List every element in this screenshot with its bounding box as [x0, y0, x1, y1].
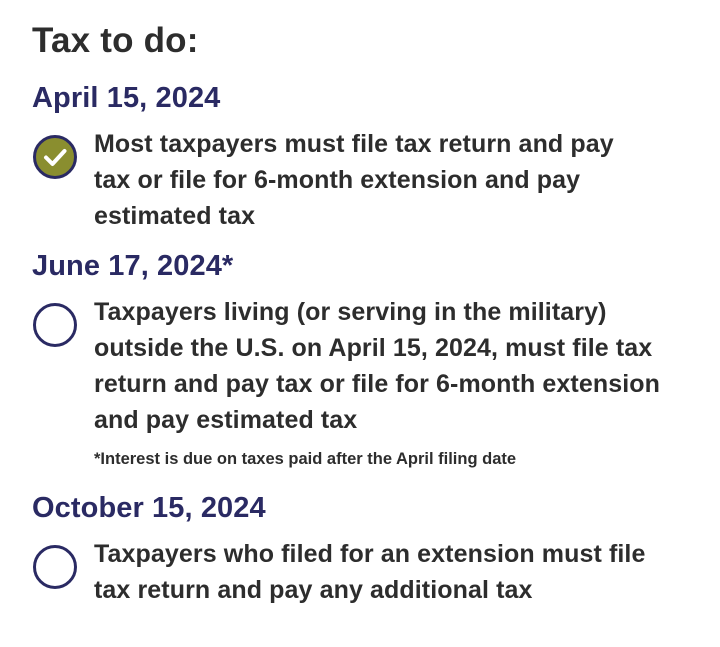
empty-circle-icon[interactable]: [32, 544, 78, 590]
date-heading: April 15, 2024: [32, 82, 221, 114]
footnote: *Interest is due on taxes paid after the April filing date: [94, 450, 517, 468]
checked-circle-icon[interactable]: [32, 134, 78, 180]
todo-item: [32, 294, 690, 438]
todo-item-text: Most taxpayers must file tax return and pay tax or file for 6-month extension and pay estimated tax: [94, 130, 614, 230]
todo-item-text: Taxpayers living (or serving in the military) outside the U.S. on April 15, 2024, must file tax return and pay tax or file for 6-month extension and pay estimated tax: [94, 298, 660, 434]
todo-item-text: Taxpayers who filed for an extension must file tax return and pay any additional tax: [94, 540, 646, 604]
date-heading: June 17, 2024*: [32, 250, 234, 282]
todo-section-april: [32, 80, 690, 234]
todo-section-october: [32, 490, 690, 608]
date-heading: October 15, 2024: [32, 492, 266, 524]
todo-section-june: [32, 248, 690, 470]
empty-circle-icon[interactable]: [32, 302, 78, 348]
todo-item: [32, 126, 690, 234]
todo-item: [32, 536, 690, 608]
page-title: Tax to do:: [32, 21, 199, 60]
